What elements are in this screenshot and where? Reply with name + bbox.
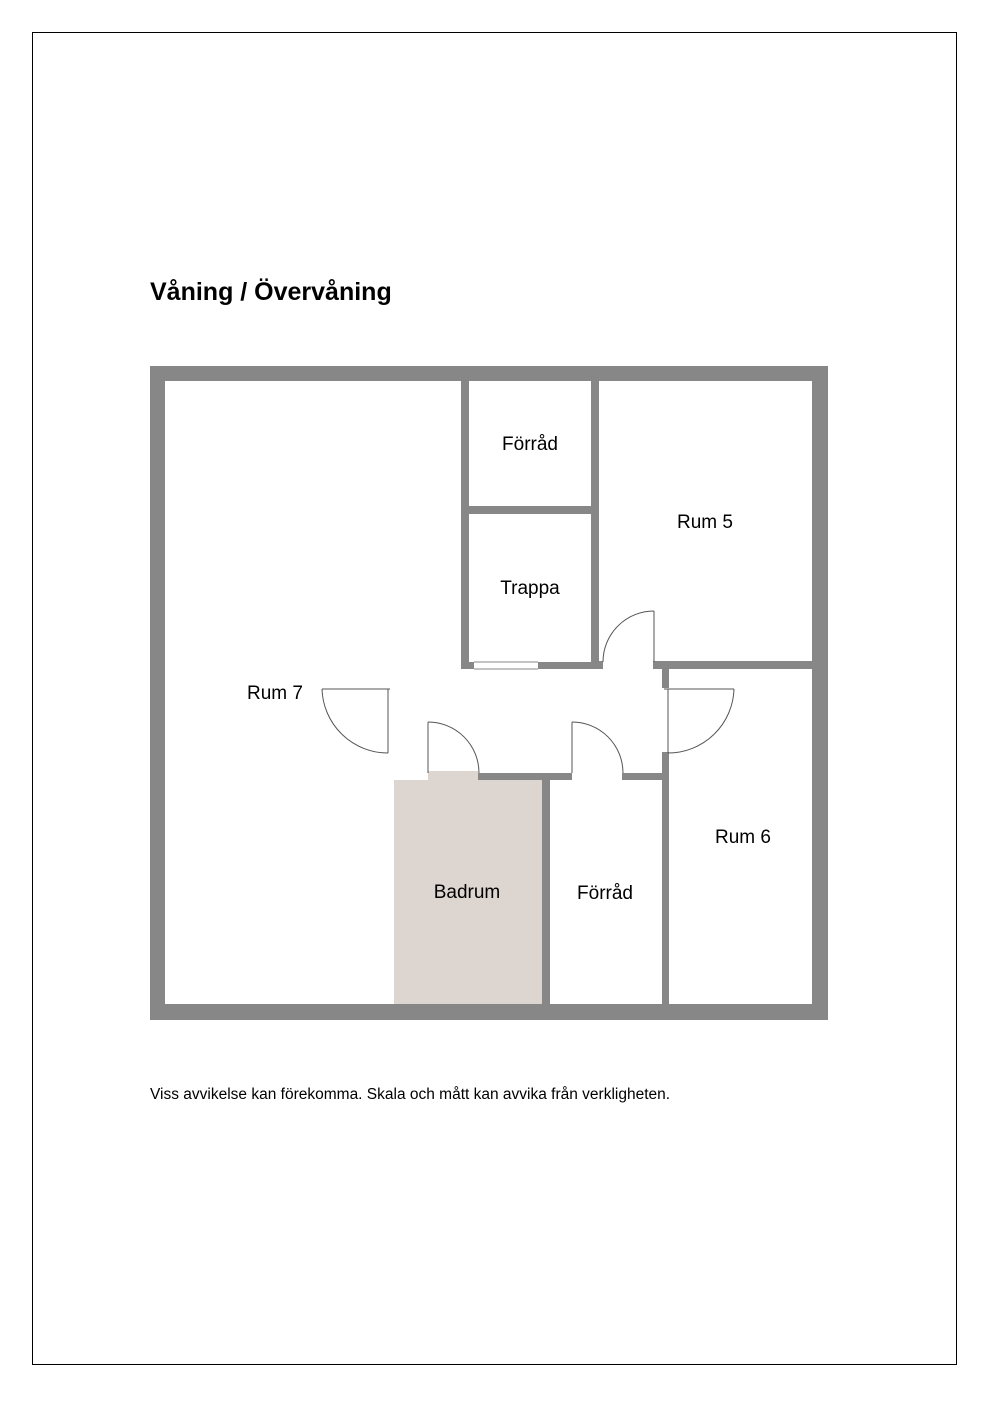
label-forrad-top: Förråd xyxy=(502,434,558,455)
room-rum7-lower xyxy=(165,660,386,1004)
floor-title: Våning / Övervåning xyxy=(150,278,392,306)
label-rum5: Rum 5 xyxy=(677,512,733,533)
door-opening-forrad xyxy=(572,771,622,782)
room-corridor xyxy=(394,669,662,773)
label-rum7: Rum 7 xyxy=(247,683,303,704)
disclaimer: Viss avvikelse kan förekomma. Skala och mått kan avvika från verkligheten. xyxy=(150,1086,671,1103)
label-trappa: Trappa xyxy=(500,578,560,599)
label-badrum: Badrum xyxy=(433,882,501,903)
label-forrad-bottom: Förråd xyxy=(577,883,633,904)
door-opening-rum5 xyxy=(603,658,653,672)
door-opening-rum7 xyxy=(384,688,396,752)
label-rum6: Rum 6 xyxy=(715,827,771,848)
door-opening-rum6 xyxy=(660,688,672,752)
door-opening-badrum xyxy=(428,771,478,782)
